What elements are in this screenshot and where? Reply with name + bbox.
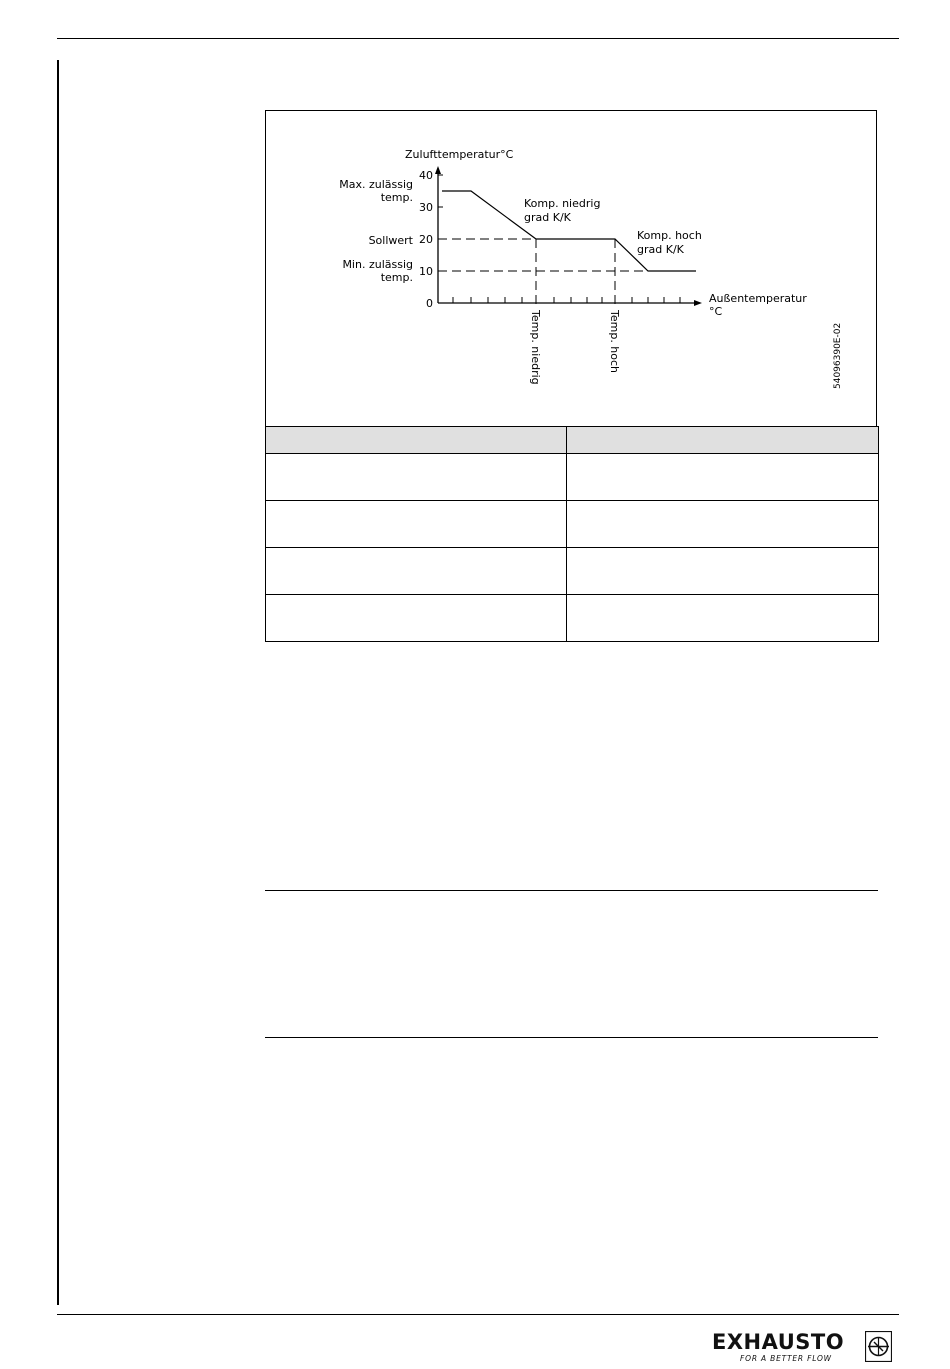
table-cell — [567, 454, 879, 501]
max-temp-label-line2: temp. — [380, 191, 413, 204]
x-axis-title-line2: °C — [709, 305, 723, 318]
section-divider — [265, 1037, 878, 1038]
figure-frame — [265, 110, 877, 426]
y-axis-title: Zulufttemperatur°C — [405, 148, 514, 161]
control-curve-chart — [266, 111, 878, 427]
x-axis-title-line1: Außentemperatur — [709, 292, 807, 305]
y-tick-label: 40 — [419, 169, 433, 182]
left-margin-rule — [57, 60, 59, 1305]
table-cell — [266, 548, 567, 595]
table-cell — [567, 595, 879, 642]
y-tick-label: 10 — [419, 265, 433, 278]
section-divider — [265, 890, 878, 891]
table-cell — [567, 501, 879, 548]
bottom-rule — [57, 1314, 899, 1315]
y-tick-label: 20 — [419, 233, 433, 246]
temp-hoch-label: Temp. hoch — [608, 310, 621, 374]
exhausto-logo — [712, 1330, 892, 1366]
max-temp-label-line1: Max. zulässig — [339, 178, 413, 191]
min-temp-label-line2: temp. — [380, 271, 413, 284]
komp-hoch-label-line2: grad K/K — [637, 243, 684, 256]
table-cell — [266, 595, 567, 642]
logo-tagline: FOR A BETTER FLOW — [740, 1354, 832, 1363]
y-tick-label: 30 — [419, 201, 433, 214]
sollwert-label: Sollwert — [368, 234, 413, 247]
min-temp-label-line1: Min. zulässig — [342, 258, 413, 271]
table-cell — [266, 501, 567, 548]
top-rule — [57, 38, 899, 39]
table-row — [266, 548, 879, 595]
table-row — [266, 501, 879, 548]
temp-niedrig-label: Temp. niedrig — [529, 310, 542, 385]
komp-hoch-label-line1: Komp. hoch — [637, 229, 702, 242]
x-axis-arrow — [694, 300, 702, 306]
logo-wordmark: EXHAUSTO — [712, 1330, 845, 1354]
exhausto-emblem-icon — [865, 1331, 892, 1362]
parameter-table — [265, 426, 879, 642]
table-header-row — [266, 427, 879, 454]
figure-code: 54096390E-02 — [833, 322, 843, 389]
komp-niedrig-label-line1: Komp. niedrig — [524, 197, 601, 210]
table-header-cell — [567, 427, 879, 454]
x-ticks — [453, 297, 680, 303]
y-axis-arrow — [435, 166, 441, 174]
table-row — [266, 454, 879, 501]
table-row — [266, 595, 879, 642]
table-header-cell — [266, 427, 567, 454]
table-cell — [266, 454, 567, 501]
y-tick-label: 0 — [426, 297, 433, 310]
table-cell — [567, 548, 879, 595]
komp-niedrig-label-line2: grad K/K — [524, 211, 571, 224]
